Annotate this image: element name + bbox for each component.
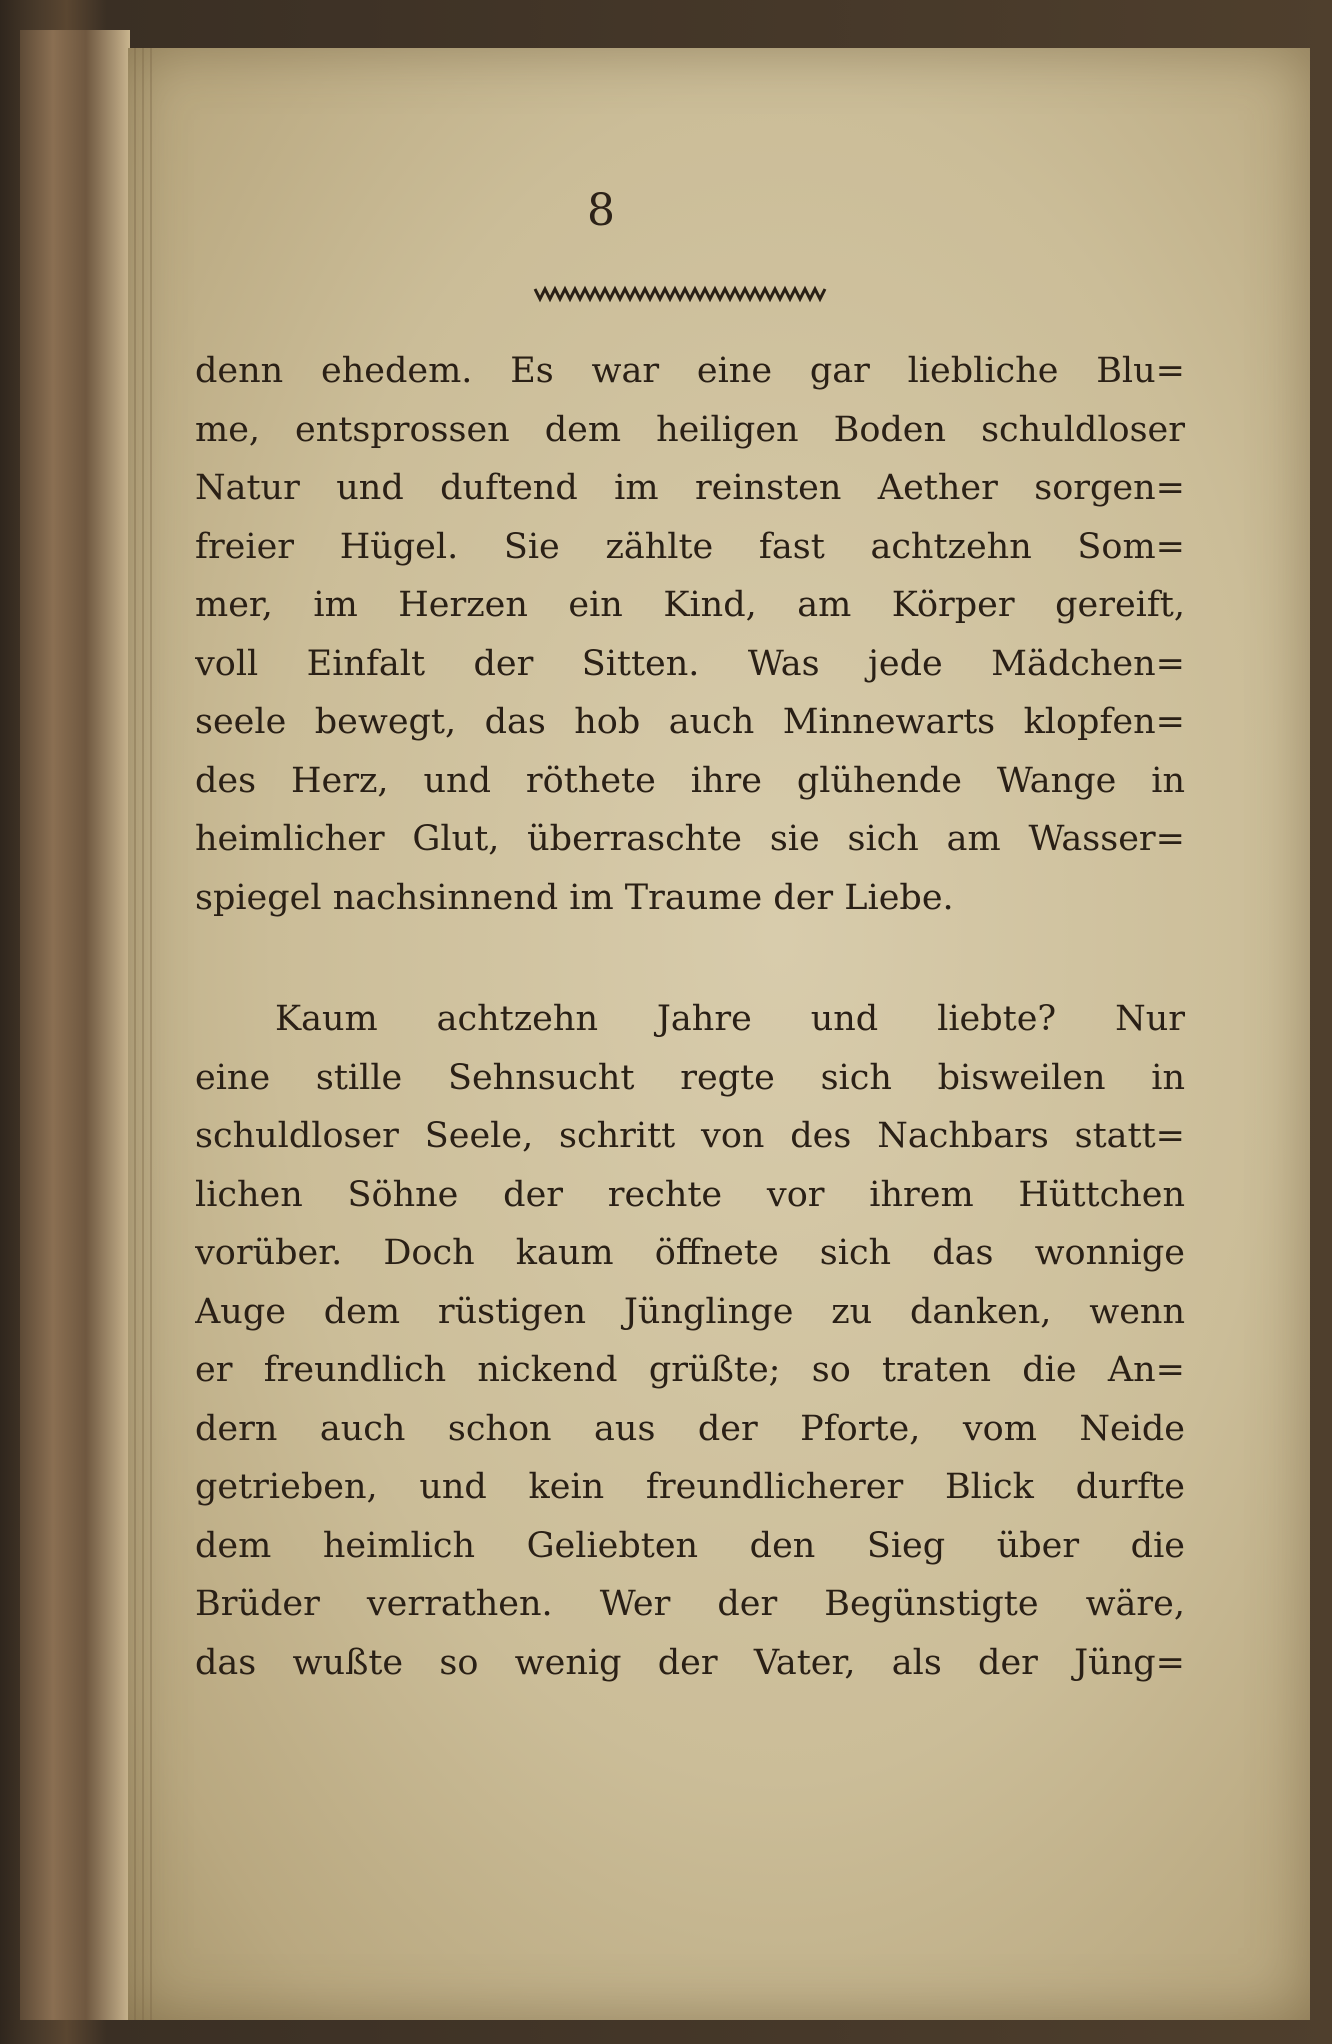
text-line: vorüber. Doch kaum öffnete sich das wonnige [195,1233,1185,1273]
text-line: Auge dem rüstigen Jünglinge zu danken, wenn [195,1291,1185,1332]
text-line: lichen Söhne der rechte vor ihrem Hüttchen [195,1174,1185,1215]
text-line: heimlicher Glut, überraschte sie sich am Wasser= [195,819,1185,859]
text-line: er freundlich nickend grüßte; so traten die An= [195,1350,1185,1390]
text-line: des Herz, und röthete ihre glühende Wange in [195,760,1185,801]
page-edge-line [142,48,144,2020]
book-cover-edge [20,30,130,2020]
text-line: schuldloser Seele, schritt von des Nachbars statt= [195,1116,1185,1156]
text-line: Natur und duftend im reinsten Aether sorgen= [195,468,1185,508]
text-line: me, entsprossen dem heiligen Boden schuldloser [195,409,1185,450]
text-line: dern auch schon aus der Pforte, vom Neide [195,1408,1185,1449]
text-line: dem heimlich Geliebten den Sieg über die [195,1525,1185,1566]
text-line: voll Einfalt der Sitten. Was jede Mädchen= [195,643,1185,684]
page-edge-line [150,48,152,2020]
text-line: spiegel nachsinnend im Traume der Liebe. [195,877,954,918]
text-line: Brüder verrathen. Wer der Begünstigte wäre, [195,1584,1185,1624]
wave-ornament [530,283,830,303]
text-line: denn ehedem. Es war eine gar liebliche Blu= [195,351,1185,391]
text-line: das wußte so wenig der Vater, als der Jüng= [195,1642,1185,1683]
text-line: freier Hügel. Sie zählte fast achtzehn Som= [195,526,1185,567]
text-line: Kaum achtzehn Jahre und liebte? Nur [275,999,1185,1039]
paragraph-1 [195,342,1185,927]
paragraph-2 [195,990,1185,1692]
text-line: eine stille Sehnsucht regte sich bisweilen in [195,1057,1185,1098]
page-edge-line [134,48,136,2020]
text-line: seele bewegt, das hob auch Minnewarts klopfen= [195,702,1185,742]
page-number: 8 [587,185,615,236]
text-line: getrieben, und kein freundlicherer Blick durfte [195,1467,1185,1507]
text-line: mer, im Herzen ein Kind, am Körper gereift, [195,585,1185,625]
